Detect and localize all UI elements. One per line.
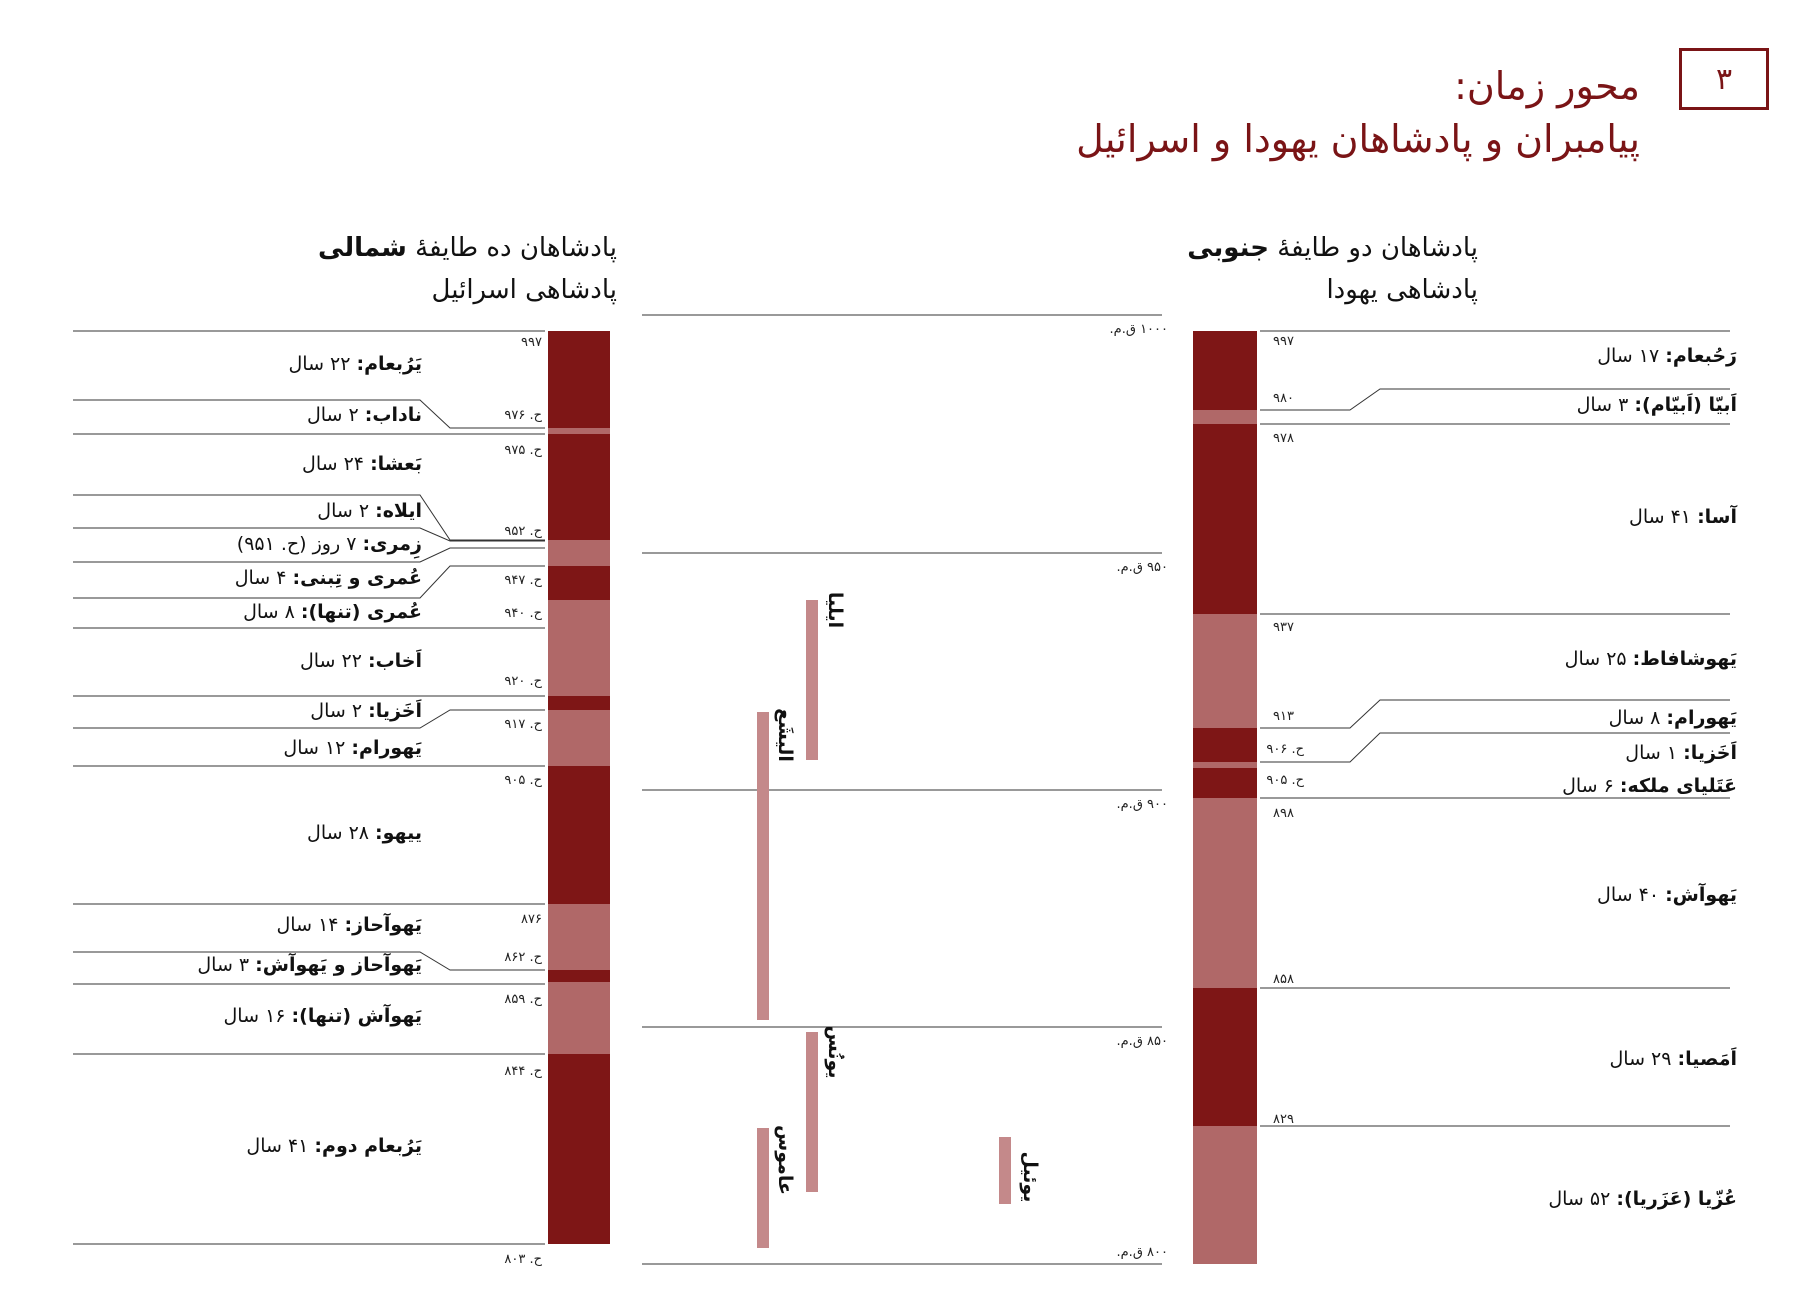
north-date: ح. ۸۰۳ xyxy=(504,1252,542,1267)
north-reign-bar-segment xyxy=(548,1054,610,1244)
north-king: یَهوآحاز: ۱۴ سال xyxy=(276,914,422,936)
prophet-bar xyxy=(999,1137,1011,1204)
south-reign-bar-segment xyxy=(1193,728,1257,762)
south-date: ۹۹۷ xyxy=(1273,334,1294,349)
north-reign-bar-segment xyxy=(548,970,610,982)
north-king: ایلاه: ۲ سال xyxy=(317,500,422,522)
chapter-number-box: ۳ xyxy=(1679,48,1769,110)
north-date: ۹۹۷ xyxy=(521,335,542,350)
north-connector-line xyxy=(73,710,545,728)
south-reign-bar-segment xyxy=(1193,768,1257,798)
north-king: عُمری و تِبنی: ۴ سال xyxy=(234,567,422,589)
center-tick-label: ۹۵۰ ق.م. xyxy=(1116,560,1168,575)
prophet-name: یونُس xyxy=(824,1025,846,1079)
south-date: ۸۵۸ xyxy=(1273,972,1294,987)
north-heading-bold: شمالی xyxy=(318,233,407,263)
south-date: ح. ۹۰۵ xyxy=(1266,773,1304,788)
south-king: یَهورام: ۸ سال xyxy=(1608,707,1737,729)
north-king: عُمری (تنها): ۸ سال xyxy=(243,601,422,623)
north-king: زِمری: ۷ روز (ح. ۹۵۱) xyxy=(236,533,422,555)
north-date: ح. ۹۱۷ xyxy=(504,717,542,732)
prophet-name: عاموس xyxy=(774,1124,796,1196)
north-king: اَخَزیا: ۲ سال xyxy=(310,700,422,722)
south-heading-bold: جنوبی xyxy=(1187,233,1269,263)
center-tick-label: ۸۰۰ ق.م. xyxy=(1116,1245,1168,1260)
north-king: یَرُبعام دوم: ۴۱ سال xyxy=(246,1135,422,1157)
north-date: ح. ۸۵۹ xyxy=(504,992,542,1007)
north-date: ح. ۹۷۵ xyxy=(504,443,542,458)
prophet-name: ایلیا xyxy=(824,591,846,629)
north-king: ناداب: ۲ سال xyxy=(306,404,422,426)
north-reign-bar-segment xyxy=(548,600,610,696)
south-date: ۹۷۸ xyxy=(1273,431,1294,446)
north-reign-bar-segment xyxy=(548,982,610,1054)
prophet-bar xyxy=(757,712,769,1020)
center-tick-label: ۸۵۰ ق.م. xyxy=(1116,1034,1168,1049)
north-date: ح. ۹۷۶ xyxy=(504,408,542,423)
north-reign-bar-segment xyxy=(548,566,610,600)
south-reign-bar-segment xyxy=(1193,410,1257,424)
south-king: عُزّیا (عَزَریا): ۵۲ سال xyxy=(1548,1188,1737,1210)
north-king: یَهورام: ۱۲ سال xyxy=(283,737,422,759)
north-date: ح. ۸۶۲ xyxy=(504,950,542,965)
north-date: ح. ۸۴۴ xyxy=(504,1064,542,1079)
south-king: یَهوآش: ۴۰ سال xyxy=(1597,884,1737,906)
north-king: ییهو: ۲۸ سال xyxy=(307,822,422,844)
north-reign-bar-segment xyxy=(548,331,610,428)
prophet-bar xyxy=(806,600,818,760)
south-reign-bar-segment xyxy=(1193,988,1257,1126)
north-date: ح. ۹۴۷ xyxy=(504,573,542,588)
south-king: یَهوشافاط: ۲۵ سال xyxy=(1564,648,1737,670)
south-heading xyxy=(1187,233,1478,263)
south-date: ۹۳۷ xyxy=(1273,620,1294,635)
south-reign-bar-segment xyxy=(1193,1126,1257,1264)
south-date: ۸۲۹ xyxy=(1273,1112,1294,1127)
north-king: یَهوآش (تنها): ۱۶ سال xyxy=(223,1005,422,1027)
north-king: بَعشا: ۲۴ سال xyxy=(302,453,422,475)
prophet-name: الیشَع xyxy=(774,708,796,762)
south-date: ح. ۹۰۶ xyxy=(1266,742,1304,757)
north-reign-bar-segment xyxy=(548,710,610,766)
south-date: ۹۸۰ xyxy=(1273,391,1294,406)
north-subheading: پادشاهی اسرائیل xyxy=(431,275,617,305)
south-king: عَتَلیای ملکه: ۶ سال xyxy=(1562,775,1737,797)
prophet-bar xyxy=(757,1128,769,1248)
page-title: محور زمان: xyxy=(1454,64,1640,108)
north-reign-bar-segment xyxy=(548,904,610,970)
south-reign-bar-segment xyxy=(1193,331,1257,410)
south-date: ۹۱۳ xyxy=(1273,709,1294,724)
north-reign-bar-segment xyxy=(548,766,610,904)
north-reign-bar-segment xyxy=(548,540,610,566)
north-reign-bar-segment xyxy=(548,428,610,434)
north-heading xyxy=(318,233,617,263)
south-reign-bar-segment xyxy=(1193,798,1257,988)
south-king: اَخَزیا: ۱ سال xyxy=(1625,742,1737,764)
north-date: ح. ۹۲۰ xyxy=(504,674,542,689)
south-heading-prefix: پادشاهان دو طایفهٔ xyxy=(1277,233,1478,263)
north-heading-prefix: پادشاهان ده طایفهٔ xyxy=(415,233,617,263)
south-subheading: پادشاهی یهودا xyxy=(1326,275,1478,305)
center-tick-label: ۹۰۰ ق.م. xyxy=(1116,797,1168,812)
north-date: ح. ۹۴۰ xyxy=(504,606,542,621)
north-king: اَخاب: ۲۲ سال xyxy=(299,650,422,672)
prophet-name: یوئیل xyxy=(1019,1151,1041,1203)
south-king: رَحُبعام: ۱۷ سال xyxy=(1597,345,1737,367)
north-king: یَهوآحاز و یَهوآش: ۳ سال xyxy=(197,954,422,976)
south-reign-bar-segment xyxy=(1193,762,1257,768)
north-reign-bar-segment xyxy=(548,696,610,710)
north-reign-bar-segment xyxy=(548,434,610,540)
north-king: یَرُبعام: ۲۲ سال xyxy=(288,353,422,375)
south-date: ۸۹۸ xyxy=(1273,806,1294,821)
north-date: ح. ۹۰۵ xyxy=(504,773,542,788)
south-reign-bar-segment xyxy=(1193,614,1257,728)
page-subtitle: پیامبران و پادشاهان یهودا و اسرائیل xyxy=(1076,117,1640,161)
center-tick-label: ۱۰۰۰ ق.م. xyxy=(1109,322,1168,337)
south-king: آسا: ۴۱ سال xyxy=(1629,506,1737,528)
prophet-bar xyxy=(806,1032,818,1192)
south-king: اَبیّا (اَبیّام): ۳ سال xyxy=(1576,394,1737,416)
south-reign-bar-segment xyxy=(1193,424,1257,614)
south-king: اَمَصیا: ۲۹ سال xyxy=(1609,1048,1737,1070)
north-date: ۸۷۶ xyxy=(521,912,542,927)
north-date: ح. ۹۵۲ xyxy=(504,524,542,539)
